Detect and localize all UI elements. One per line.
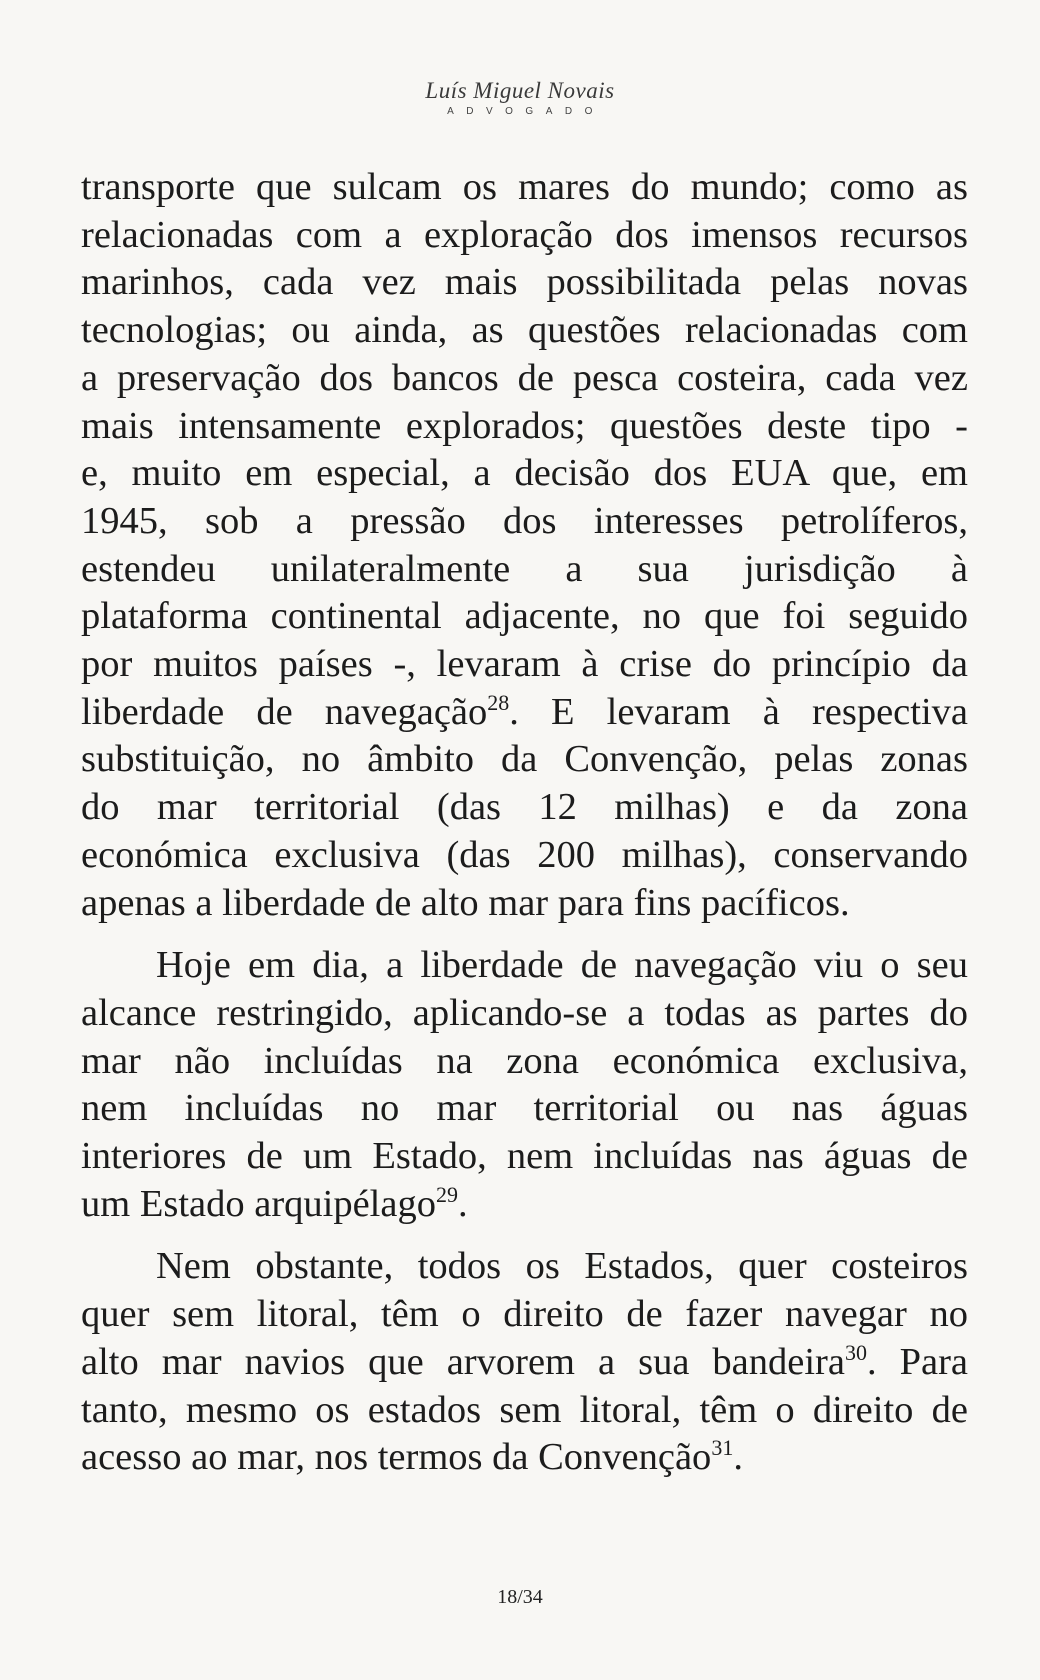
text-line: tecnologias; ou ainda, as questões relacionadas com bbox=[81, 309, 968, 352]
text-line: e, muito em especial, a decisão dos EUA que, em bbox=[81, 452, 968, 495]
text-line: quer sem litoral, têm o direito de fazer navegar no bbox=[81, 1293, 968, 1336]
footnote-ref-28: 28 bbox=[487, 689, 510, 715]
text-line: marinhos, cada vez mais possibilitada pelas novas bbox=[81, 261, 968, 304]
paragraph-2 bbox=[81, 942, 968, 1228]
text-line: mais intensamente explorados; questões deste tipo - bbox=[81, 404, 968, 447]
letterhead-subtitle: ADVOGADO bbox=[447, 106, 605, 117]
text-line: tanto, mesmo os estados sem litoral, têm o direito de bbox=[81, 1388, 968, 1431]
text-line-with-footnote bbox=[81, 1434, 968, 1482]
text-line: nem incluídas no mar territorial ou nas águas bbox=[81, 1087, 968, 1130]
text-line: económica exclusiva (das 200 milhas), conservando bbox=[81, 833, 968, 876]
text-line: Nem obstante, todos os Estados, quer costeiros bbox=[156, 1245, 968, 1288]
text-line: 1945, sob a pressão dos interesses petrolíferos, bbox=[81, 499, 968, 542]
text-line: transporte que sulcam os mares do mundo; como as bbox=[81, 166, 968, 208]
text-fragment: . E levaram à respectiva bbox=[509, 690, 968, 733]
text-line: apenas a liberdade de alto mar para fins pacíficos. bbox=[81, 881, 850, 924]
text-line: mar não incluídas na zona económica exclusiva, bbox=[81, 1039, 968, 1082]
text-fragment: um Estado arquipélago bbox=[81, 1182, 436, 1225]
text-line: substituição, no âmbito da Convenção, pelas zonas bbox=[81, 738, 968, 781]
letterhead bbox=[0, 78, 1040, 117]
text-fragment: acesso ao mar, nos termos da Convenção bbox=[81, 1436, 712, 1479]
text-line: Hoje em dia, a liberdade de navegação viu o seu bbox=[156, 944, 968, 987]
paragraph-1 bbox=[81, 164, 968, 927]
text-line-with-footnote bbox=[81, 689, 968, 737]
text-fragment: liberdade de navegação bbox=[81, 690, 488, 733]
text-line: interiores de um Estado, nem incluídas nas águas de bbox=[81, 1135, 968, 1178]
text-fragment: . Para bbox=[866, 1340, 968, 1383]
text-line: a preservação dos bancos de pesca costeira, cada vez bbox=[81, 356, 968, 399]
text-fragment: . bbox=[457, 1182, 468, 1225]
text-line: estendeu unilateralmente a sua jurisdição à bbox=[81, 547, 968, 590]
page-number: 18/34 bbox=[497, 1586, 543, 1608]
text-line: por muitos países -, levaram à crise do princípio da bbox=[81, 643, 968, 686]
footnote-ref-31: 31 bbox=[711, 1435, 734, 1461]
text-line-with-footnote bbox=[81, 1181, 968, 1229]
footnote-ref-30: 30 bbox=[844, 1340, 867, 1366]
footnote-ref-29: 29 bbox=[435, 1181, 458, 1207]
text-line: do mar territorial (das 12 milhas) e da zona bbox=[81, 786, 968, 829]
text-fragment: . bbox=[733, 1436, 743, 1479]
text-line: plataforma continental adjacente, no que foi seguido bbox=[81, 595, 968, 638]
text-line: alcance restringido, aplicando-se a todas as partes do bbox=[81, 991, 968, 1034]
text-line: relacionadas com a exploração dos imensos recursos bbox=[81, 213, 968, 256]
text-line-with-footnote bbox=[81, 1339, 968, 1387]
text-fragment: alto mar navios que arvorem a sua bandeira bbox=[81, 1340, 845, 1383]
letterhead-name: Luís Miguel Novais bbox=[425, 78, 615, 103]
document-body bbox=[81, 164, 968, 1482]
paragraph-3 bbox=[81, 1243, 968, 1482]
